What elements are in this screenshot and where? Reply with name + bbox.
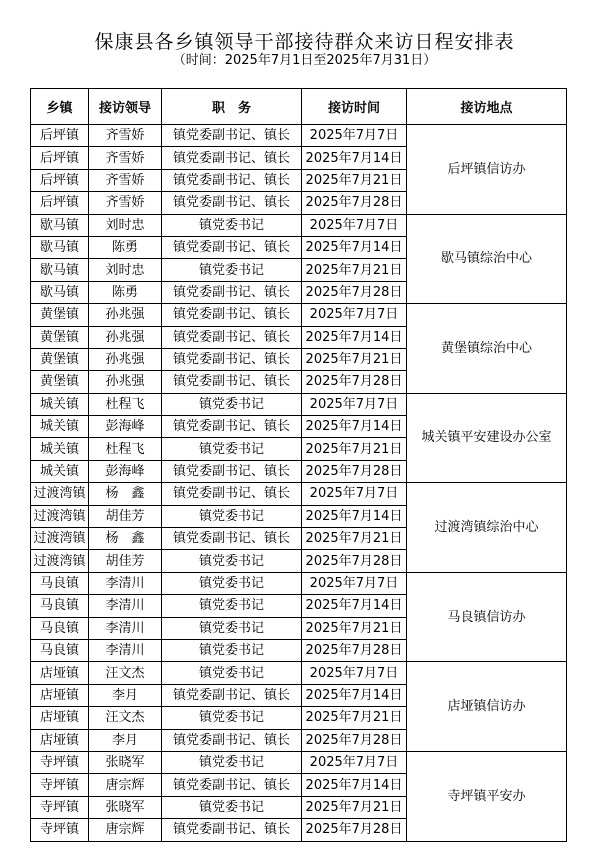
position-cell: 镇党委书记 [162, 595, 302, 617]
location-cell: 城关镇平安建设办公室 [407, 393, 567, 483]
date-cell: 2025年7月28日 [302, 729, 407, 751]
date-cell: 2025年7月14日 [302, 595, 407, 617]
date-cell: 2025年7月21日 [302, 259, 407, 281]
town-cell: 马良镇 [31, 617, 89, 639]
table-row [31, 662, 567, 684]
leader-cell: 齐雪娇 [89, 125, 162, 147]
position-cell: 镇党委书记 [162, 214, 302, 236]
position-cell: 镇党委副书记、镇长 [162, 416, 302, 438]
location-cell: 歇马镇综治中心 [407, 214, 567, 304]
town-cell: 歇马镇 [31, 259, 89, 281]
date-cell: 2025年7月21日 [302, 617, 407, 639]
position-cell: 镇党委副书记、镇长 [162, 483, 302, 505]
town-cell: 城关镇 [31, 416, 89, 438]
town-cell: 过渡湾镇 [31, 528, 89, 550]
location-cell: 马良镇信访办 [407, 572, 567, 662]
date-cell: 2025年7月28日 [302, 639, 407, 661]
town-cell: 马良镇 [31, 572, 89, 594]
leader-cell: 杨 鑫 [89, 528, 162, 550]
date-cell: 2025年7月14日 [302, 416, 407, 438]
town-cell: 城关镇 [31, 460, 89, 482]
position-cell: 镇党委书记 [162, 617, 302, 639]
position-cell: 镇党委书记 [162, 259, 302, 281]
leader-cell: 李月 [89, 684, 162, 706]
leader-cell: 孙兆强 [89, 371, 162, 393]
date-cell: 2025年7月7日 [302, 393, 407, 415]
leader-cell: 陈勇 [89, 236, 162, 258]
header-town: 乡镇 [31, 89, 89, 125]
table-row [31, 572, 567, 594]
leader-cell: 齐雪娇 [89, 192, 162, 214]
schedule-table [30, 88, 567, 842]
leader-cell: 唐宗辉 [89, 819, 162, 841]
leader-cell: 刘时忠 [89, 259, 162, 281]
leader-cell: 彭海峰 [89, 416, 162, 438]
date-cell: 2025年7月28日 [302, 819, 407, 841]
leader-cell: 汪文杰 [89, 707, 162, 729]
date-range-subtitle: （时间：2025年7月1日至2025年7月31日） [172, 53, 437, 68]
date-cell: 2025年7月7日 [302, 483, 407, 505]
date-cell: 2025年7月28日 [302, 281, 407, 303]
position-cell: 镇党委副书记、镇长 [162, 528, 302, 550]
leader-cell: 唐宗辉 [89, 774, 162, 796]
town-cell: 后坪镇 [31, 192, 89, 214]
leader-cell: 孙兆强 [89, 326, 162, 348]
town-cell: 黄堡镇 [31, 348, 89, 370]
town-cell: 歇马镇 [31, 214, 89, 236]
town-cell: 店垭镇 [31, 729, 89, 751]
position-cell: 镇党委书记 [162, 572, 302, 594]
position-cell: 镇党委副书记、镇长 [162, 169, 302, 191]
position-cell: 镇党委副书记、镇长 [162, 729, 302, 751]
leader-cell: 李清川 [89, 572, 162, 594]
leader-cell: 齐雪娇 [89, 147, 162, 169]
town-cell: 黄堡镇 [31, 371, 89, 393]
leader-cell: 汪文杰 [89, 662, 162, 684]
town-cell: 店垭镇 [31, 707, 89, 729]
position-cell: 镇党委副书记、镇长 [162, 819, 302, 841]
location-cell: 店垭镇信访办 [407, 662, 567, 752]
header-position: 职 务 [162, 89, 302, 125]
date-cell: 2025年7月7日 [302, 214, 407, 236]
date-cell: 2025年7月21日 [302, 348, 407, 370]
town-cell: 店垭镇 [31, 684, 89, 706]
date-cell: 2025年7月14日 [302, 147, 407, 169]
location-cell: 寺坪镇平安办 [407, 751, 567, 841]
town-cell: 过渡湾镇 [31, 505, 89, 527]
header-date: 接访时间 [302, 89, 407, 125]
position-cell: 镇党委书记 [162, 438, 302, 460]
date-cell: 2025年7月14日 [302, 505, 407, 527]
location-cell: 黄堡镇综治中心 [407, 304, 567, 394]
town-cell: 城关镇 [31, 393, 89, 415]
header-location: 接访地点 [407, 89, 567, 125]
town-cell: 歇马镇 [31, 281, 89, 303]
position-cell: 镇党委副书记、镇长 [162, 460, 302, 482]
date-cell: 2025年7月7日 [302, 125, 407, 147]
table-row [31, 393, 567, 415]
position-cell: 镇党委书记 [162, 796, 302, 818]
document-title: 保康县各乡镇领导干部接待群众来访日程安排表 [94, 31, 515, 53]
town-cell: 寺坪镇 [31, 819, 89, 841]
town-cell: 过渡湾镇 [31, 483, 89, 505]
position-cell: 镇党委副书记、镇长 [162, 326, 302, 348]
header-row [31, 89, 567, 125]
date-cell: 2025年7月28日 [302, 550, 407, 572]
leader-cell: 刘时忠 [89, 214, 162, 236]
leader-cell: 李月 [89, 729, 162, 751]
date-cell: 2025年7月14日 [302, 774, 407, 796]
date-cell: 2025年7月28日 [302, 460, 407, 482]
location-cell: 过渡湾镇综治中心 [407, 483, 567, 573]
table-row [31, 214, 567, 236]
leader-cell: 李清川 [89, 595, 162, 617]
position-cell: 镇党委副书记、镇长 [162, 192, 302, 214]
leader-cell: 杜程飞 [89, 438, 162, 460]
position-cell: 镇党委书记 [162, 393, 302, 415]
position-cell: 镇党委书记 [162, 662, 302, 684]
town-cell: 店垭镇 [31, 662, 89, 684]
town-cell: 寺坪镇 [31, 774, 89, 796]
position-cell: 镇党委副书记、镇长 [162, 371, 302, 393]
position-cell: 镇党委副书记、镇长 [162, 304, 302, 326]
date-cell: 2025年7月21日 [302, 438, 407, 460]
header-leader: 接访领导 [89, 89, 162, 125]
table-row [31, 125, 567, 147]
table-row [31, 483, 567, 505]
position-cell: 镇党委书记 [162, 639, 302, 661]
date-cell: 2025年7月7日 [302, 662, 407, 684]
position-cell: 镇党委书记 [162, 751, 302, 773]
date-cell: 2025年7月7日 [302, 304, 407, 326]
position-cell: 镇党委副书记、镇长 [162, 236, 302, 258]
date-cell: 2025年7月21日 [302, 528, 407, 550]
position-cell: 镇党委副书记、镇长 [162, 684, 302, 706]
leader-cell: 陈勇 [89, 281, 162, 303]
table-row [31, 304, 567, 326]
town-cell: 马良镇 [31, 595, 89, 617]
leader-cell: 胡佳芳 [89, 505, 162, 527]
date-cell: 2025年7月28日 [302, 192, 407, 214]
position-cell: 镇党委书记 [162, 505, 302, 527]
schedule-body [31, 125, 567, 842]
leader-cell: 孙兆强 [89, 348, 162, 370]
leader-cell: 齐雪娇 [89, 169, 162, 191]
leader-cell: 杜程飞 [89, 393, 162, 415]
town-cell: 过渡湾镇 [31, 550, 89, 572]
town-cell: 黄堡镇 [31, 326, 89, 348]
position-cell: 镇党委副书记、镇长 [162, 348, 302, 370]
position-cell: 镇党委副书记、镇长 [162, 147, 302, 169]
position-cell: 镇党委副书记、镇长 [162, 774, 302, 796]
town-cell: 歇马镇 [31, 236, 89, 258]
leader-cell: 彭海峰 [89, 460, 162, 482]
leader-cell: 张晓军 [89, 751, 162, 773]
leader-cell: 张晓军 [89, 796, 162, 818]
leader-cell: 李清川 [89, 617, 162, 639]
position-cell: 镇党委书记 [162, 707, 302, 729]
position-cell: 镇党委副书记、镇长 [162, 125, 302, 147]
town-cell: 后坪镇 [31, 169, 89, 191]
town-cell: 后坪镇 [31, 147, 89, 169]
date-cell: 2025年7月14日 [302, 684, 407, 706]
town-cell: 后坪镇 [31, 125, 89, 147]
date-cell: 2025年7月7日 [302, 572, 407, 594]
date-cell: 2025年7月14日 [302, 326, 407, 348]
date-cell: 2025年7月28日 [302, 371, 407, 393]
position-cell: 镇党委书记 [162, 550, 302, 572]
leader-cell: 胡佳芳 [89, 550, 162, 572]
leader-cell: 李清川 [89, 639, 162, 661]
date-cell: 2025年7月21日 [302, 796, 407, 818]
town-cell: 黄堡镇 [31, 304, 89, 326]
town-cell: 城关镇 [31, 438, 89, 460]
leader-cell: 杨 鑫 [89, 483, 162, 505]
date-cell: 2025年7月21日 [302, 169, 407, 191]
town-cell: 寺坪镇 [31, 796, 89, 818]
date-cell: 2025年7月7日 [302, 751, 407, 773]
leader-cell: 孙兆强 [89, 304, 162, 326]
town-cell: 寺坪镇 [31, 751, 89, 773]
town-cell: 马良镇 [31, 639, 89, 661]
date-cell: 2025年7月21日 [302, 707, 407, 729]
position-cell: 镇党委副书记、镇长 [162, 281, 302, 303]
date-cell: 2025年7月14日 [302, 236, 407, 258]
location-cell: 后坪镇信访办 [407, 125, 567, 215]
table-row [31, 751, 567, 773]
